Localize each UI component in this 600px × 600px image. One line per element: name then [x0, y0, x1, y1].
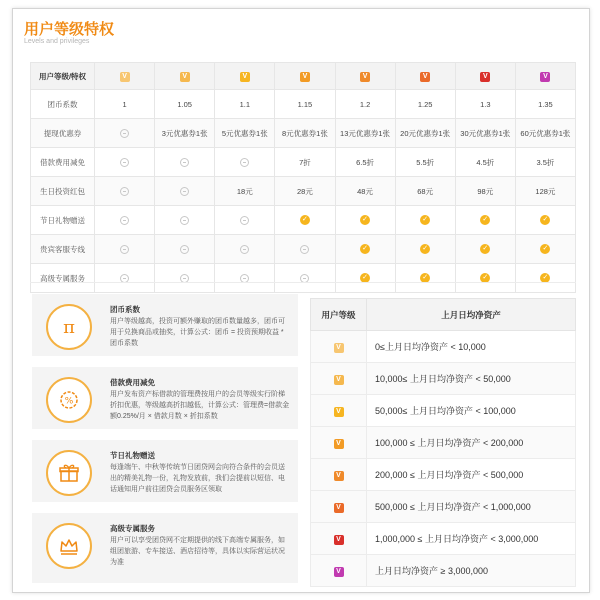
- table-cell: [275, 206, 335, 235]
- not-available-icon: [240, 216, 249, 225]
- level-icon-cell: [311, 427, 367, 459]
- not-available-icon: [180, 216, 189, 225]
- page-title: 用户等级特权: [24, 21, 115, 38]
- level-icon-cell: [311, 555, 367, 587]
- level-badge-icon: V: [120, 72, 130, 82]
- pi-icon: [46, 304, 92, 350]
- not-available-icon: [120, 216, 129, 225]
- table-cell: 1: [95, 90, 155, 119]
- table-row: [31, 90, 576, 119]
- svg-text:%: %: [64, 396, 74, 407]
- row-label: 借款费用减免: [31, 148, 95, 177]
- level-header-1: [95, 63, 155, 90]
- table-cell: [335, 264, 395, 293]
- check-icon: ✓: [360, 244, 370, 254]
- table-cell: 3.5折: [515, 148, 575, 177]
- table-cell: 13元优惠券1张: [335, 119, 395, 148]
- table-cell: [275, 235, 335, 264]
- check-icon: ✓: [300, 215, 310, 225]
- table-cell: [275, 264, 335, 293]
- table-cell: 7折: [275, 148, 335, 177]
- table-row: [311, 331, 576, 363]
- table-row: [311, 523, 576, 555]
- svg-text:π: π: [63, 317, 75, 338]
- table-cell: 48元: [335, 177, 395, 206]
- level-badge-icon: V: [180, 72, 190, 82]
- table-cell: 1.2: [335, 90, 395, 119]
- check-icon: ✓: [480, 244, 490, 254]
- level-icon-cell: [311, 459, 367, 491]
- check-icon: ✓: [540, 273, 550, 283]
- asset-column-header: 上月日均净资产: [367, 299, 576, 331]
- row-label: 节日礼物赠送: [31, 206, 95, 235]
- table-cell: 4.5折: [455, 148, 515, 177]
- card-title: 高级专属服务: [110, 524, 155, 533]
- level-header-5: [335, 63, 395, 90]
- level-header-8: [515, 63, 575, 90]
- table-cell: [395, 264, 455, 293]
- table-cell: 68元: [395, 177, 455, 206]
- table-cell: 18元: [215, 177, 275, 206]
- check-icon: ✓: [480, 215, 490, 225]
- card-holiday-gift: [32, 440, 298, 502]
- not-available-icon: [180, 245, 189, 254]
- table-cell: [395, 206, 455, 235]
- not-available-icon: [120, 187, 129, 196]
- level-header-4: [275, 63, 335, 90]
- not-available-icon: [180, 187, 189, 196]
- row-label: 团币系数: [31, 90, 95, 119]
- level-privilege-table: [30, 62, 576, 293]
- fee-discount-icon: [46, 377, 92, 423]
- row-label: 贵宾客服专线: [31, 235, 95, 264]
- table-cell: 28元: [275, 177, 335, 206]
- level-badge-icon: V: [334, 567, 344, 577]
- table-cell: [215, 206, 275, 235]
- table-cell: [95, 119, 155, 148]
- table-row: [311, 491, 576, 523]
- table-row: [311, 459, 576, 491]
- table-row: [311, 555, 576, 587]
- table-row: [31, 235, 576, 264]
- table-row: [311, 427, 576, 459]
- level-header-7: [455, 63, 515, 90]
- card-title: 借款费用减免: [110, 378, 155, 387]
- table-cell: 128元: [515, 177, 575, 206]
- level-badge-icon: V: [334, 471, 344, 481]
- table-row: [31, 206, 576, 235]
- level-badge-icon: V: [334, 503, 344, 513]
- table-cell: 20元优惠券1张: [395, 119, 455, 148]
- not-available-icon: [120, 245, 129, 254]
- level-badge-icon: V: [334, 375, 344, 385]
- table-row: [311, 395, 576, 427]
- check-icon: ✓: [540, 244, 550, 254]
- check-icon: ✓: [360, 273, 370, 283]
- table-cell: 60元优惠券1张: [515, 119, 575, 148]
- not-available-icon: [120, 129, 129, 138]
- table-cell: [335, 206, 395, 235]
- level-icon-cell: [311, 395, 367, 427]
- asset-range: 1,000,000 ≤ 上月日均净资产 < 3,000,000: [367, 523, 576, 555]
- level-badge-icon: V: [334, 407, 344, 417]
- asset-level-panel: [310, 298, 576, 587]
- asset-level-table: [310, 298, 576, 587]
- table-row: [31, 177, 576, 206]
- crown-icon: [46, 523, 92, 569]
- level-badge-icon: V: [540, 72, 550, 82]
- table-cell: [215, 235, 275, 264]
- table-cell: 1.35: [515, 90, 575, 119]
- table-row: [31, 264, 576, 293]
- page-subtitle: Levels and privileges: [24, 38, 90, 45]
- corner-header: 用户等级/特权: [31, 63, 95, 90]
- not-available-icon: [240, 158, 249, 167]
- table-cell: 1.1: [215, 90, 275, 119]
- check-icon: ✓: [420, 244, 430, 254]
- asset-range: 0≤上月日均净资产 < 10,000: [367, 331, 576, 363]
- row-label: 生日投资红包: [31, 177, 95, 206]
- asset-range: 50,000≤ 上月日均净资产 < 100,000: [367, 395, 576, 427]
- level-icon-cell: [311, 331, 367, 363]
- table-cell: [515, 264, 575, 293]
- level-header-6: [395, 63, 455, 90]
- table-cell: [155, 235, 215, 264]
- table-cell: [155, 264, 215, 293]
- level-badge-icon: V: [334, 343, 344, 353]
- level-badge-icon: V: [360, 72, 370, 82]
- section-divider: [30, 282, 576, 283]
- gift-icon: [46, 450, 92, 496]
- asset-range: 500,000 ≤ 上月日均净资产 < 1,000,000: [367, 491, 576, 523]
- level-badge-icon: V: [480, 72, 490, 82]
- check-icon: ✓: [420, 273, 430, 283]
- table-row: [311, 363, 576, 395]
- table-cell: 30元优惠券1张: [455, 119, 515, 148]
- card-title: 节日礼物赠送: [110, 451, 155, 460]
- check-icon: ✓: [420, 215, 430, 225]
- level-badge-icon: V: [240, 72, 250, 82]
- table-cell: 6.5折: [335, 148, 395, 177]
- asset-range: 10,000≤ 上月日均净资产 < 50,000: [367, 363, 576, 395]
- card-coin-coefficient: [32, 294, 298, 356]
- table-cell: 1.05: [155, 90, 215, 119]
- row-label: 高级专属服务: [31, 264, 95, 293]
- level-badge-icon: V: [334, 439, 344, 449]
- check-icon: ✓: [360, 215, 370, 225]
- table-cell: 3元优惠券1张: [155, 119, 215, 148]
- table-cell: 5.5折: [395, 148, 455, 177]
- table-cell: 1.25: [395, 90, 455, 119]
- table-cell: [215, 264, 275, 293]
- table-cell: [455, 235, 515, 264]
- check-icon: ✓: [540, 215, 550, 225]
- table-cell: 8元优惠券1张: [275, 119, 335, 148]
- table-cell: [395, 235, 455, 264]
- table-cell: [155, 177, 215, 206]
- table-cell: 5元优惠券1张: [215, 119, 275, 148]
- card-description: 用户发布资产标借款的管理费按用户的会员等级实行阶梯折扣优惠，等级越高折扣越低，计算公式：管理费=借款金额0.25%/月 × 借款月数 × 折扣系数: [110, 391, 290, 420]
- card-fee-discount: [32, 367, 298, 429]
- table-cell: [155, 148, 215, 177]
- not-available-icon: [300, 245, 309, 254]
- card-vip-service: [32, 513, 298, 583]
- row-label: 提现优惠券: [31, 119, 95, 148]
- level-icon-cell: [311, 363, 367, 395]
- card-description: 用户等级越高，投资可额外赚取的团币数量越多，团币可用于兑换商品或抽奖，计算公式：团币 = 投资预期收益 * 团币系数: [110, 318, 285, 347]
- asset-range: 上月日均净资产 ≥ 3,000,000: [367, 555, 576, 587]
- level-badge-icon: V: [420, 72, 430, 82]
- asset-range: 200,000 ≤ 上月日均净资产 < 500,000: [367, 459, 576, 491]
- level-header-3: [215, 63, 275, 90]
- table-row: [31, 148, 576, 177]
- table-cell: [455, 206, 515, 235]
- table-cell: [95, 235, 155, 264]
- not-available-icon: [120, 158, 129, 167]
- check-icon: ✓: [480, 273, 490, 283]
- level-header-2: [155, 63, 215, 90]
- table-cell: [95, 148, 155, 177]
- table-cell: [515, 206, 575, 235]
- table-cell: [335, 235, 395, 264]
- table-cell: [95, 206, 155, 235]
- card-description: 用户可以享受团贷网不定期提供的线下高端专属服务，如组团旅游、专车接送、酒店招待等，具体以实际营运状况为准: [110, 537, 285, 566]
- asset-range: 100,000 ≤ 上月日均净资产 < 200,000: [367, 427, 576, 459]
- not-available-icon: [240, 245, 249, 254]
- table-cell: 98元: [455, 177, 515, 206]
- table-cell: [215, 148, 275, 177]
- table-cell: [455, 264, 515, 293]
- table-row: [31, 119, 576, 148]
- table-cell: [155, 206, 215, 235]
- level-badge-icon: V: [334, 535, 344, 545]
- level-icon-cell: [311, 523, 367, 555]
- card-title: 团币系数: [110, 305, 140, 314]
- not-available-icon: [180, 158, 189, 167]
- table-cell: 1.15: [275, 90, 335, 119]
- level-badge-icon: V: [300, 72, 310, 82]
- card-description: 每逢端午、中秋等传统节日团贷网会向符合条件的会员送出的精美礼物一份，礼物发放前，我们会提前以短信、电话通知用户前往团贷会员服务区领取: [110, 464, 285, 493]
- level-icon-cell: [311, 491, 367, 523]
- table-cell: [515, 235, 575, 264]
- table-cell: [95, 264, 155, 293]
- table-cell: [95, 177, 155, 206]
- table-cell: 1.3: [455, 90, 515, 119]
- level-column-header: 用户等级: [311, 299, 367, 331]
